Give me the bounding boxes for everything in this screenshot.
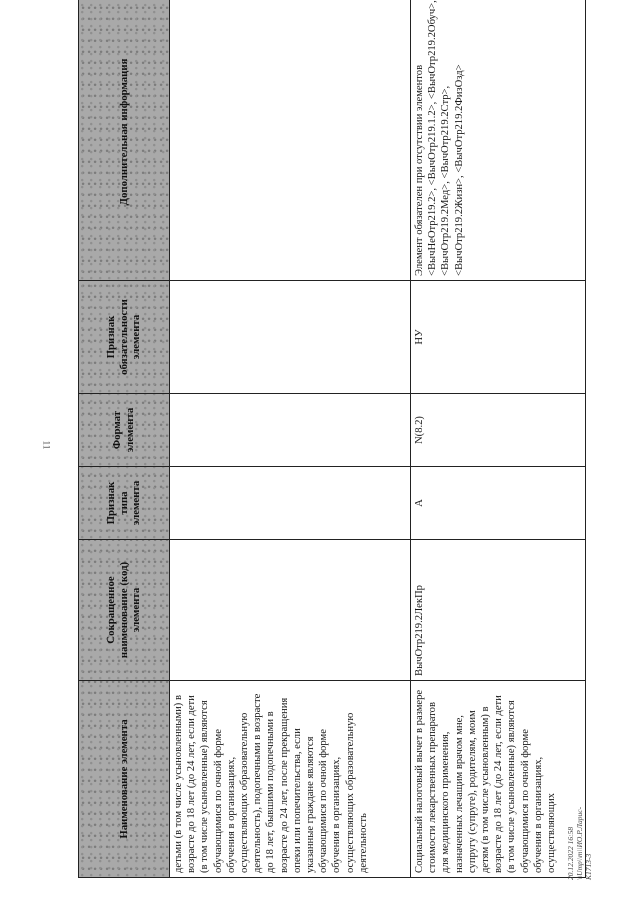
- cell-abbr: [170, 540, 411, 681]
- cell-type: А: [411, 467, 586, 540]
- header-type: Признак типа элемента: [79, 467, 170, 540]
- page-number: 11: [41, 440, 52, 450]
- document-table-rotated: [78, 0, 598, 878]
- cell-name: Социальный налоговый вычет в размере стоимости лекарственных препаратов для медицинского применения, назначенных лечащим врачом мне, супругу (супруге), родителям, моим детям (в том числе усыновленным) в возрасте до 18 лет (до 24 лет, если дети (в том числе усыновленные) являются обучающимися по очной форме обучения в организациях, осуществляющих: [411, 681, 586, 878]
- header-extra: Дополнительная информация: [79, 0, 170, 281]
- cell-format: [170, 394, 411, 467]
- cell-format: N(8.2): [411, 394, 586, 467]
- cell-extra: [170, 0, 411, 281]
- cell-required: [170, 281, 411, 394]
- table-row: [170, 0, 411, 878]
- cell-name: детьми (в том числе усыновленными) в возрасте до 18 лет (до 24 лет, если дети (в том числе усыновленные) являются обучающимися по очной форме обучения в организациях, осуществляющих образовательную деятельность), подопечными в возрасте до 18 лет, бывшими подопечными в возрасте до 24 лет, после прекращения опеки или попечительства, если указанные граждане являются обучающимися по очной форме обучения в организациях, осуществляющих образовательную деятельность: [170, 681, 411, 878]
- cell-extra: Элемент обязателен при отсутствии элементов <ВычНеОтр219.2>, <ВычОтр219.1.2>, <ВычОтр219.2Обуч>, <ВычОтр219.2Мед>, <ВычОтр219.2Стр>, <ВычОтр219.2Жизн>, <ВычОтр219.2ФизОзд>: [411, 0, 586, 281]
- elements-table: [78, 0, 586, 878]
- print-stamp-path: \\Ump\\m\\ИО.Р.Ларис-К1713-3: [575, 806, 593, 880]
- table-header-row: [79, 0, 170, 878]
- header-required: Признак обязательности элемента: [79, 281, 170, 394]
- header-format: Формат элемента: [79, 394, 170, 467]
- cell-required: НУ: [411, 281, 586, 394]
- cell-abbr: ВычОтр219.2ЛекПр: [411, 540, 586, 681]
- table-row: [411, 0, 586, 878]
- print-stamp: [566, 806, 593, 880]
- header-abbr: Сокращенное наименование (код) элемента: [79, 540, 170, 681]
- cell-type: [170, 467, 411, 540]
- print-stamp-date: 20.12.2022 16:58: [566, 826, 575, 880]
- header-name: Наименование элемента: [79, 681, 170, 878]
